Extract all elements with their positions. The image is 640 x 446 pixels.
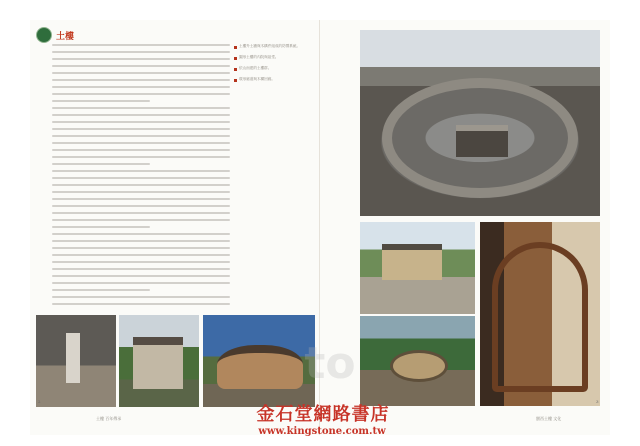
body-text-line: [52, 93, 230, 95]
caption-list: [234, 44, 304, 88]
tulou-exterior-photo: [360, 222, 475, 314]
body-text-line: [52, 65, 230, 67]
body-text-line: [52, 184, 230, 186]
page-number-left: 2: [38, 399, 41, 404]
body-text-line: [52, 261, 230, 263]
caption-text: 環形廊道與木構回廊。: [239, 77, 275, 81]
body-text-line: [52, 240, 230, 242]
footer-right: 閩西土樓 文化: [536, 416, 562, 421]
tulou-corridor-photo: [480, 222, 600, 406]
section-title: 土樓: [56, 31, 75, 42]
watermark-store-name: 金石堂網路書店: [256, 404, 390, 425]
body-text-line: [52, 142, 230, 144]
caption-item: [234, 55, 304, 60]
body-text-line: [52, 72, 230, 74]
section-heading: [36, 27, 74, 43]
round-tulou: [390, 350, 448, 382]
caption-text: 圓形土樓的內院與祖堂。: [239, 55, 279, 59]
body-text-line: [52, 275, 230, 277]
body-text-line: [52, 51, 230, 53]
body-text-line: [52, 212, 230, 214]
corridor-arch: [492, 242, 588, 392]
square-tulou: [133, 337, 183, 389]
caption-text: 土樓外土牆與木構件組成的防禦系統。: [239, 44, 301, 48]
caption-bullet-icon: [234, 46, 237, 49]
tulou-courtyard-photo: [360, 30, 600, 216]
body-text-line: [52, 149, 230, 151]
body-text-line: [52, 86, 230, 88]
body-text-line: [52, 233, 230, 235]
body-text-line: [52, 268, 230, 270]
caption-bullet-icon: [234, 57, 237, 60]
caption-item: [234, 77, 304, 82]
caption-text: 依山而建的土樓群。: [239, 66, 272, 70]
craftsman-photo: [36, 315, 116, 407]
footer-left: 土樓 百年傳承: [96, 416, 122, 421]
body-text-line: [52, 79, 230, 81]
body-text-line: [52, 100, 150, 102]
body-text-line: [52, 198, 230, 200]
central-hall: [456, 125, 508, 157]
body-text-line: [52, 289, 150, 291]
body-text-line: [52, 107, 230, 109]
body-text-line: [52, 191, 230, 193]
body-text-line: [52, 219, 230, 221]
body-text-line: [52, 254, 230, 256]
caption-bullet-icon: [234, 68, 237, 71]
page-number-right: 3: [596, 399, 599, 404]
body-text-line: [52, 128, 230, 130]
watermark-url: www.kingstone.com.tw: [258, 426, 386, 437]
body-text-line: [52, 156, 230, 158]
craftsman-figure: [66, 333, 80, 383]
body-text-line: [52, 303, 230, 305]
square-tulou-photo: [119, 315, 199, 407]
section-badge-icon: [36, 27, 52, 43]
body-text-line: [52, 170, 230, 172]
body-text-line: [52, 205, 230, 207]
caption-item: [234, 66, 304, 71]
body-text-block: [52, 44, 230, 306]
body-text-line: [52, 296, 230, 298]
tulou-building: [382, 244, 442, 280]
watermark-ghost-text: to: [304, 338, 356, 389]
body-text-line: [52, 282, 230, 284]
caption-item: [234, 44, 304, 49]
body-text-line: [52, 58, 230, 60]
body-text-line: [52, 121, 230, 123]
body-text-line: [52, 247, 230, 249]
body-text-line: [52, 163, 150, 165]
body-text-line: [52, 114, 230, 116]
body-text-line: [52, 135, 230, 137]
body-text-line: [52, 177, 230, 179]
body-text-line: [52, 226, 150, 228]
caption-bullet-icon: [234, 79, 237, 82]
body-text-line: [52, 44, 230, 46]
